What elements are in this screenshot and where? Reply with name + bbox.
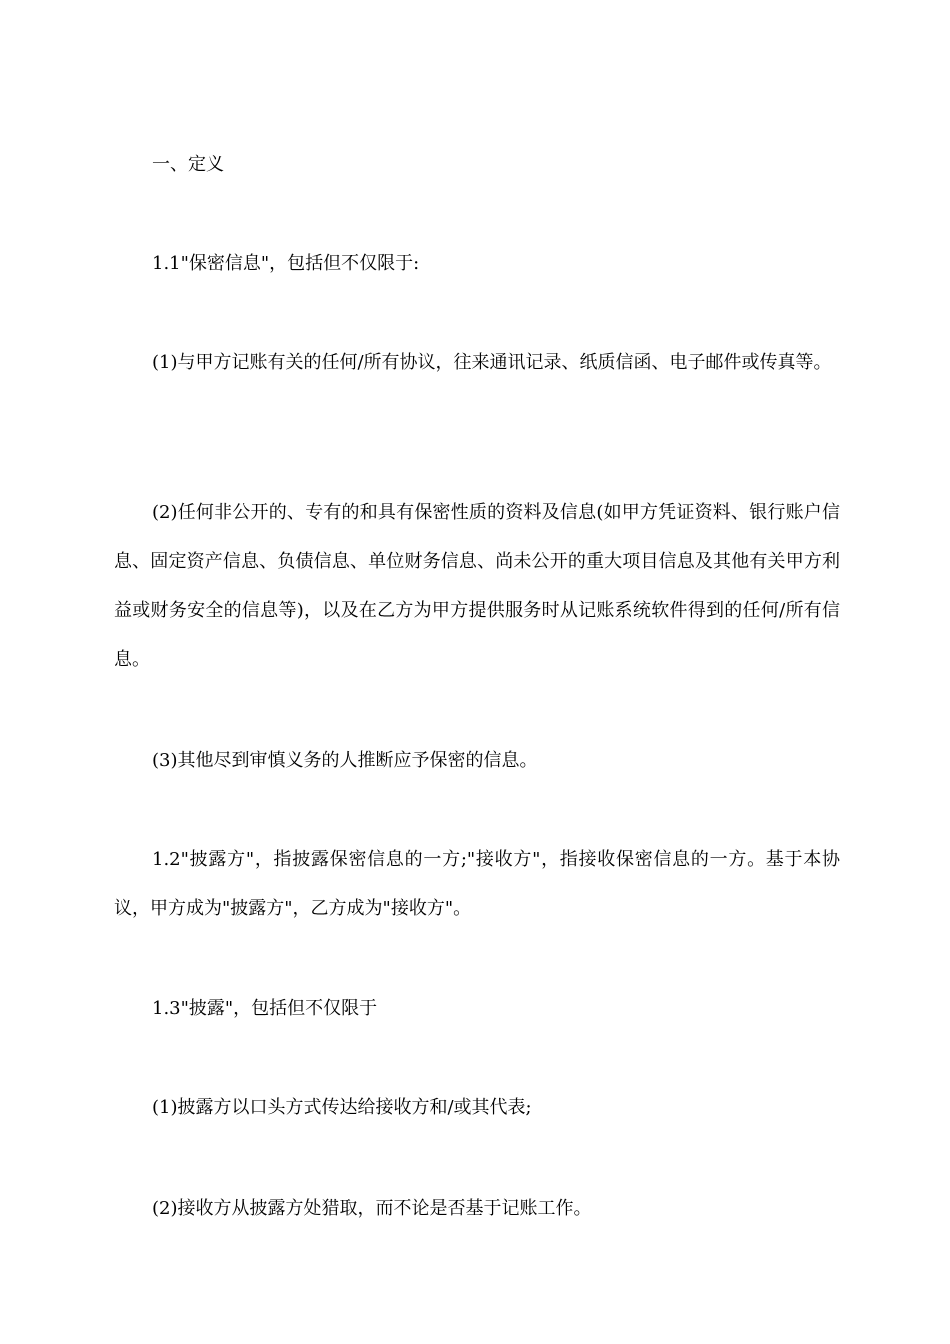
clause-1-1-item-1: (1)与甲方记账有关的任何/所有协议，往来通讯记录、纸质信函、电子邮件或传真等。 bbox=[152, 352, 832, 373]
clause-1-2: 1.2"披露方"，指披露保密信息的一方;"接收方"，指接收保密信息的一方。基于本协议，甲方成为"披露方"，乙方成为"接收方"。 bbox=[114, 849, 840, 919]
clause-1-3-item-1: (1)披露方以口头方式传达给接收方和/或其代表; bbox=[152, 1097, 532, 1118]
clause-1-1: 1.1"保密信息"，包括但不仅限于: bbox=[152, 253, 420, 274]
clause-1-3: 1.3"披露"，包括但不仅限于 bbox=[152, 998, 378, 1019]
clause-1-1-item-3: (3)其他尽到审慎义务的人推断应予保密的信息。 bbox=[152, 750, 538, 771]
section-heading-definitions: 一、定义 bbox=[152, 154, 224, 175]
clause-1-3-item-2: (2)接收方从披露方处猎取，而不论是否基于记账工作。 bbox=[152, 1198, 592, 1219]
clause-1-1-item-2: (2)任何非公开的、专有的和具有保密性质的资料及信息(如甲方凭证资料、银行账户信息、固定资产信息、负债信息、单位财务信息、尚未公开的重大项目信息及其他有关甲方利益或财务安全的信息等)，以及在乙方为甲方提供服务时从记账系统软件得到的任何/所有信息。 bbox=[114, 502, 840, 670]
